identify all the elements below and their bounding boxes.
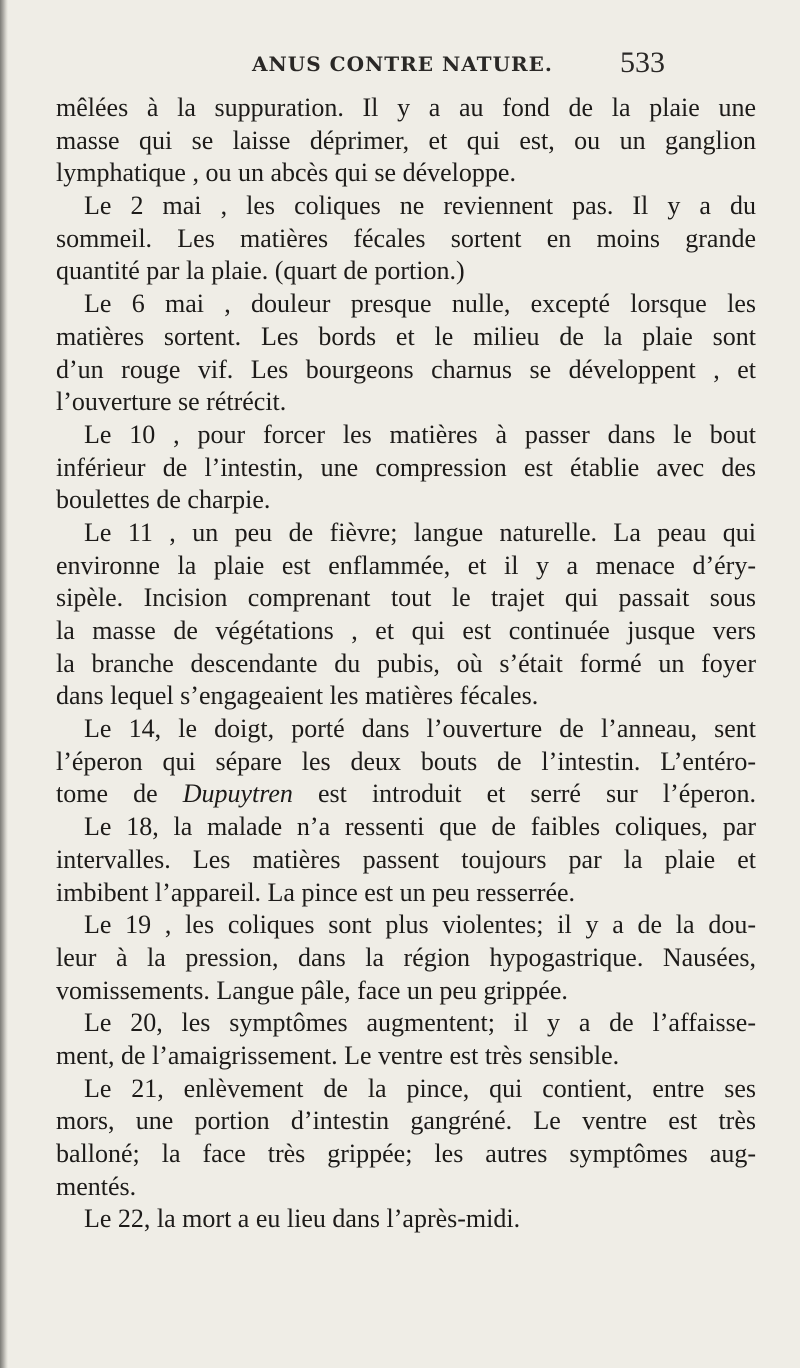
- text-line: la masse de végétations , et qui est continuée jusque vers: [56, 616, 756, 645]
- page-number: 533: [620, 46, 665, 79]
- text-line: inférieur de l’intestin, une compression est établie avec des: [56, 452, 756, 482]
- text-line: Le 22, la mort a eu lieu dans l’après-midi.: [84, 1204, 521, 1234]
- text-line: environne la plaie est enflammée, et il y a menace d’éry-: [56, 550, 756, 580]
- running-head: [0, 46, 800, 79]
- text-line: Le 19 , les coliques sont plus violentes; il y a de la dou-: [84, 910, 756, 940]
- text-line: matières sortent. Les bords et le milieu de la plaie sont: [56, 321, 756, 351]
- text-line: boulettes de charpie.: [56, 485, 271, 515]
- text-line: la branche descendante du pubis, où s’était formé un foyer: [56, 648, 756, 678]
- text-line: balloné; la face très grippée; les autres symptômes aug-: [56, 1139, 756, 1168]
- text-line: mors, une portion d’intestin gangréné. Le ventre est très: [56, 1106, 756, 1136]
- text-line: l’éperon qui sépare les deux bouts de l’intestin. L’entéro-: [56, 746, 756, 776]
- text-line: Le 11 , un peu de fièvre; langue naturelle. La peau qui: [84, 517, 756, 547]
- text-line: Le 10 , pour forcer les matières à passer dans le bout: [84, 419, 756, 449]
- text-line: imbibent l’appareil. La pince est un peu resserrée.: [56, 877, 576, 907]
- text-line: sipèle. Incision comprenant tout le trajet qui passait sous: [56, 583, 756, 613]
- running-title: ANUS CONTRE NATURE.: [252, 52, 553, 76]
- text-line: Le 21, enlèvement de la pince, qui contient, entre ses: [84, 1073, 756, 1103]
- text-line: quantité par la plaie. (quart de portion.): [56, 256, 465, 286]
- text-line: Le 2 mai , les coliques ne reviennent pas. Il y a du: [84, 191, 756, 221]
- text-line: dans lequel s’engageaient les matières fécales.: [56, 681, 539, 711]
- text-line: lymphatique , ou un abcès qui se développe.: [56, 158, 516, 188]
- text-line: masse qui se laisse déprimer, et qui est, ou un ganglion: [56, 125, 756, 155]
- text-line: Le 18, la malade n’a ressenti que de faibles coliques, par: [84, 812, 756, 842]
- text-line: intervalles. Les matières passent toujours par la plaie et: [56, 844, 756, 874]
- text-line: mêlées à la suppuration. Il y a au fond de la plaie une: [56, 93, 756, 122]
- text-fragment: tome de: [56, 779, 158, 809]
- text-line: sommeil. Les matières fécales sortent en moins grande: [56, 223, 756, 253]
- surgeon-name: Dupuytren: [182, 779, 293, 809]
- text-line: d’un rouge vif. Les bourgeons charnus se développent , et: [56, 354, 756, 384]
- text-line: Le 20, les symptômes augmentent; il y a de l’affaisse-: [84, 1008, 756, 1038]
- page-binding-edge: [0, 0, 8, 1368]
- body-text: [56, 92, 756, 1236]
- text-line-with-name: [56, 778, 756, 811]
- text-line: Le 14, le doigt, porté dans l’ouverture de l’anneau, sent: [84, 714, 756, 744]
- text-line: Le 6 mai , douleur presque nulle, excepté lorsque les: [84, 289, 756, 319]
- text-fragment: est introduit et serré sur l’éperon.: [318, 779, 756, 809]
- text-line: ment, de l’amaigrissement. Le ventre est très sensible.: [56, 1040, 620, 1070]
- text-line: leur à la pression, dans la région hypogastrique. Nausées,: [56, 942, 756, 972]
- text-line: l’ouverture se rétrécit.: [56, 387, 287, 417]
- text-line: mentés.: [56, 1171, 137, 1201]
- text-line: vomissements. Langue pâle, face un peu grippée.: [56, 975, 568, 1005]
